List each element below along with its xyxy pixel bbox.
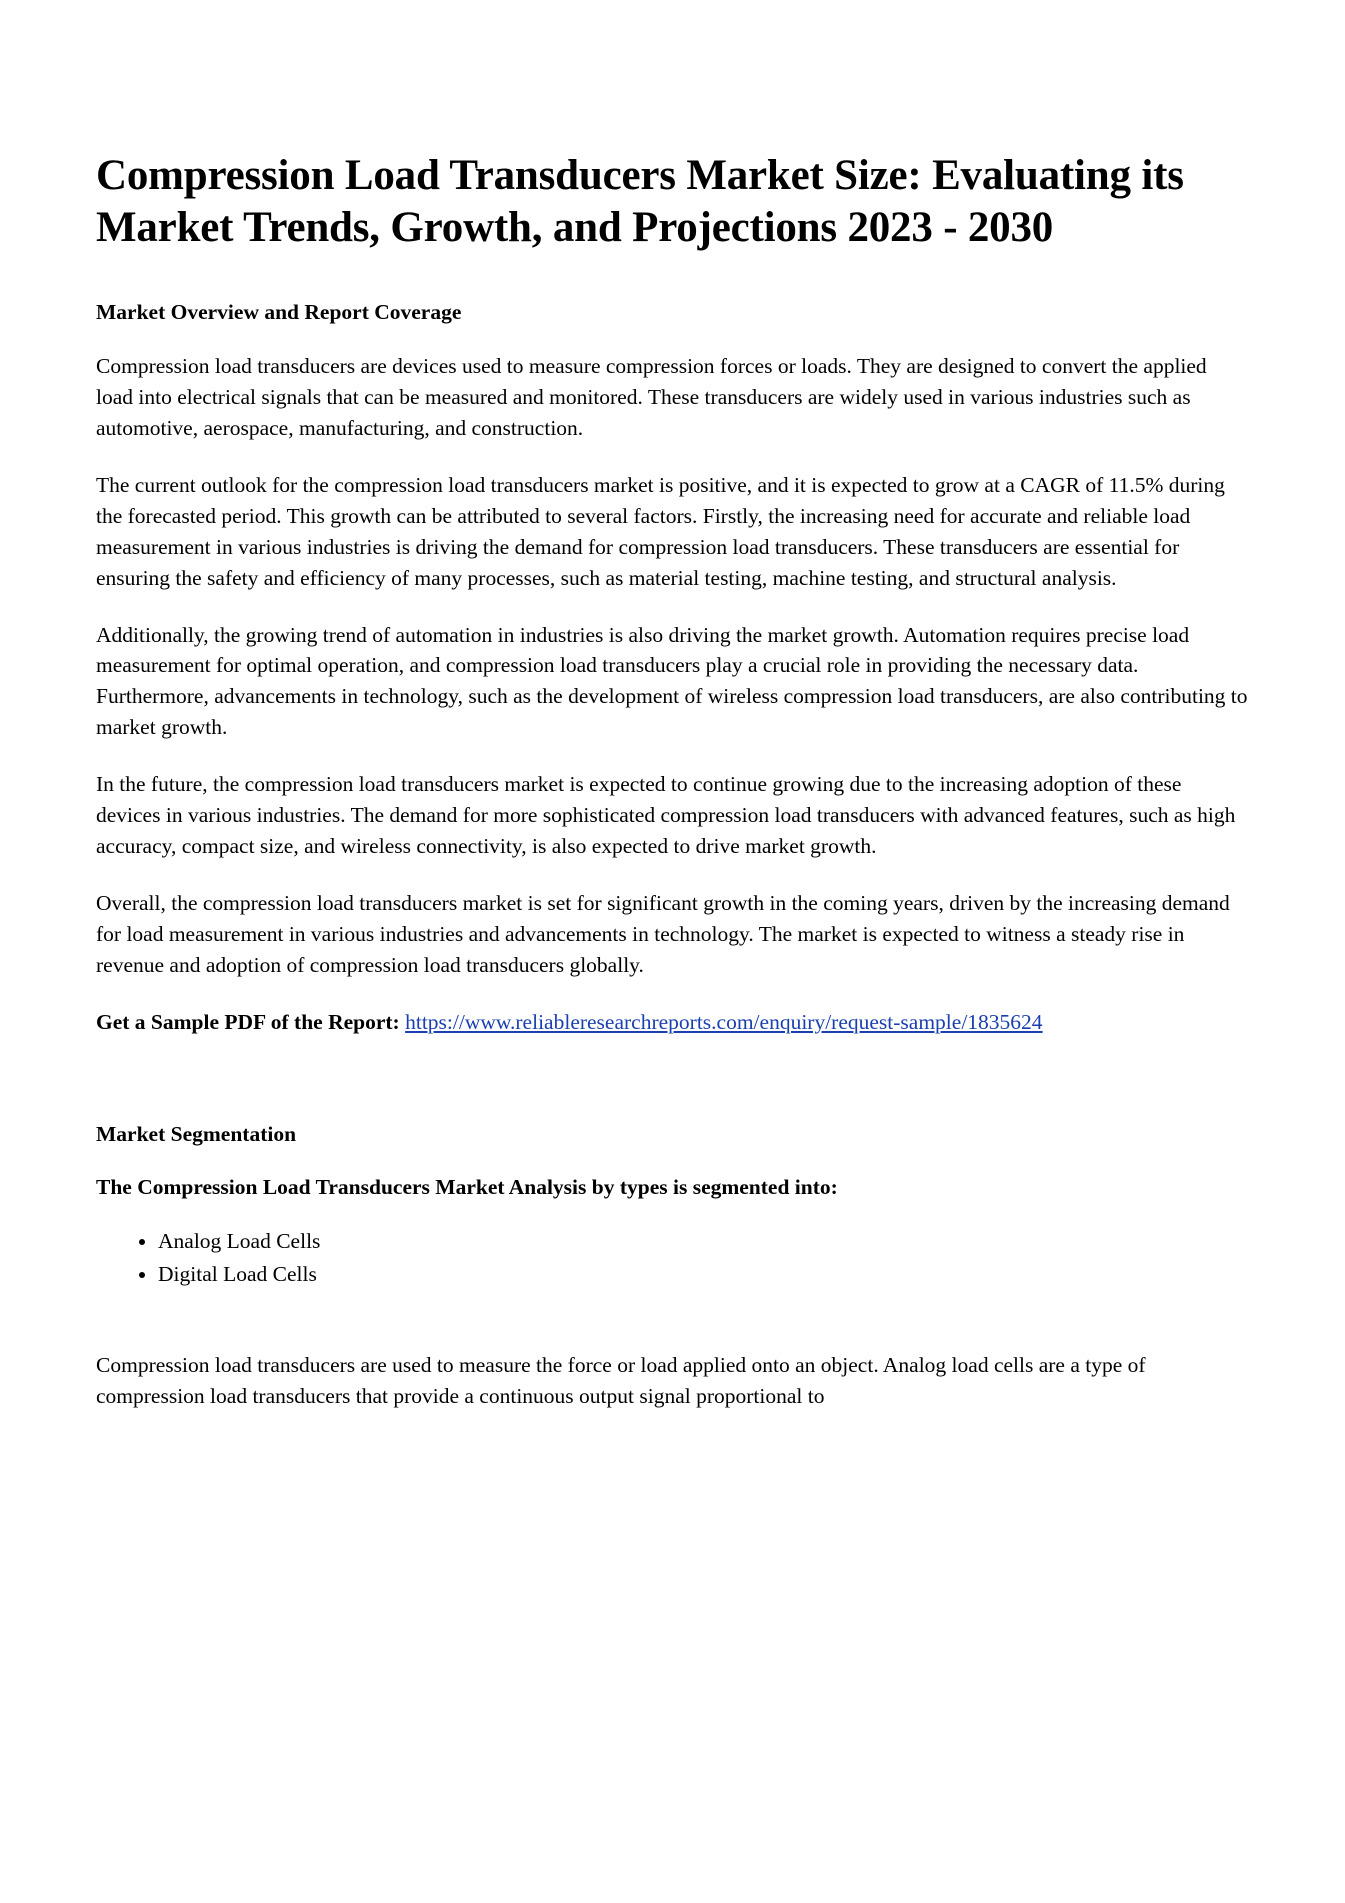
list-item: • Analog Load Cells [158,1226,1249,1257]
sample-pdf-line [96,1007,1249,1038]
paragraph-future-outlook: In the future, the compression load transducers market is expected to continue growing due to the increasing adoption of these devices in various industries. The demand for more sophisticated compression load transducers with advanced features, such as high accuracy, compact size, and wireless connectivity, is also expected to drive market growth. [96,772,1236,859]
paragraph-types-description: Compression load transducers are used to measure the force or load applied onto an object. Analog load cells are a type of compression load transducers that provide a continuous output signal proportional to [96,1352,1146,1408]
spacer-after-list [96,1292,1249,1350]
paragraph-automation-trend: Additionally, the growing trend of automation in industries is also driving the market growth. Automation requires precise load measurement for optimal operation, and compression load transducers play a crucial role in providing the necessary data. Furthermore, advancements in technology, such as the development of wireless compression load transducers, are also contributing to market growth. [96,622,1248,740]
sample-pdf-link[interactable]: https://www.reliableresearchreports.com/enquiry/request-sample/1835624 [405,1010,1043,1035]
section-heading-market-overview: Market Overview and Report Coverage [96,299,462,324]
section-heading-market-segmentation: Market Segmentation [96,1122,297,1146]
paragraph-overview-1: Compression load transducers are devices used to measure compression forces or loads. They are designed to convert the applied load into electrical signals that can be measured and monitored. These transducers are widely used in various industries such as automotive, aerospace, manufacturing, and construction. [96,353,1207,440]
spacer-before-segmentation [96,1064,1249,1122]
segmentation-types-list [96,1226,1249,1290]
page-title: Compression Load Transducers Market Size: Evaluating its Market Trends, Growth, and Projections 2023 - 2030 [96,152,1184,252]
paragraph-outlook-cagr: The current outlook for the compression load transducers market is positive, and it is expected to grow at a CAGR of 11.5% during the forecasted period. This growth can be attributed to several factors. Firstly, the increasing need for accurate and reliable load measurement in various industries is driving the demand for compression load transducers. These transducers are essential for ensuring the safety and efficiency of many processes, such as material testing, machine testing, and structural analysis. [96,472,1225,590]
paragraph-overall-summary: Overall, the compression load transducers market is set for significant growth in the coming years, driven by the increasing demand for load measurement in various industries and advancements in technology. The market is expected to witness a steady rise in revenue and adoption of compression load transducers globally. [96,891,1230,978]
subheading-types-segmentation: The Compression Load Transducers Market Analysis by types is segmented into: [96,1175,838,1199]
list-item: • Digital Load Cells [158,1259,1249,1290]
sample-pdf-label: Get a Sample PDF of the Report: [96,1010,400,1035]
